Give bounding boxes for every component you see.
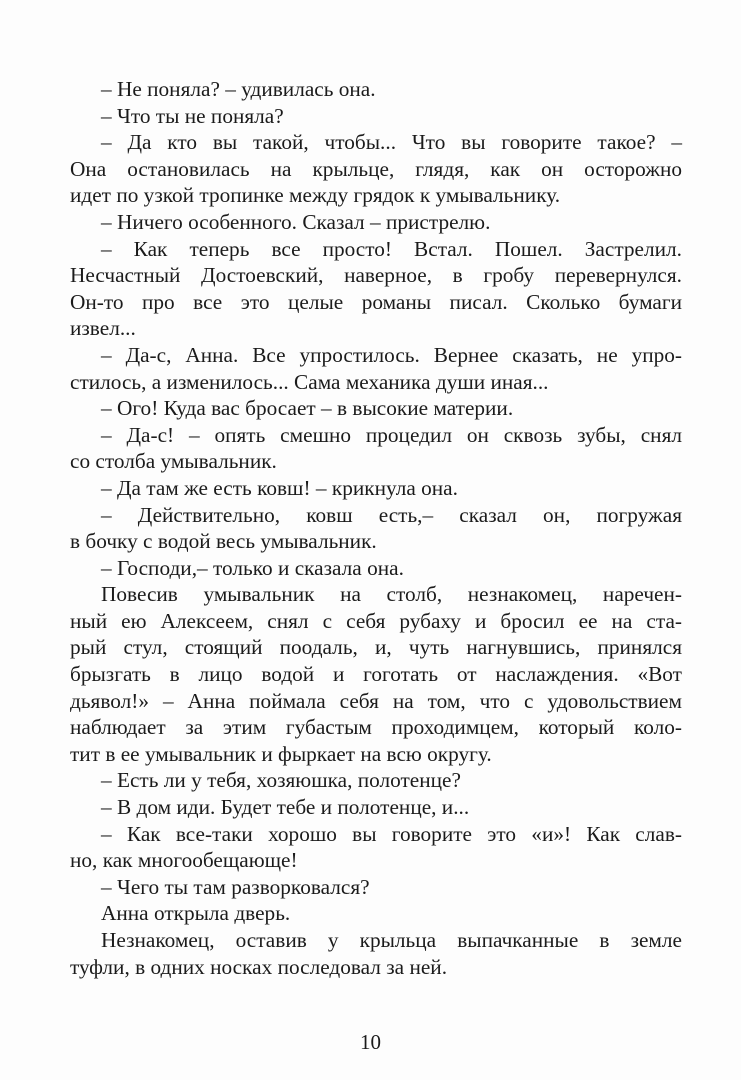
text-line: извел... [70,316,136,341]
text-line: в бочку с водой весь умывальник. [70,529,377,554]
text-line: – Что ты не поняла? [101,103,284,128]
text-line: – Да-с, Анна. Все упростилось. Вернее сказать, не упро- [101,342,682,367]
text-line: – Да кто вы такой, чтобы... Что вы говорите такое? – [101,130,682,155]
text-line: – Ничего особенного. Сказал – пристрелю. [101,209,491,234]
text-line: стилось, а изменилось... Сама механика души иная... [70,369,549,394]
text-line: – Как все-таки хорошо вы говорите это «и»! Как слав- [101,821,682,846]
text-line: тит в ее умывальник и фыркает на всю округу. [70,741,492,766]
text-line: туфли, в одних носках последовал за ней. [70,954,448,979]
text-line: Несчастный Достоевский, наверное, в гробу перевернулся. [70,263,682,288]
text-line: – Не поняла? – удивилась она. [101,77,376,101]
text-line: – В дом иди. Будет тебе и полотенце, и... [101,795,470,820]
page-number: 10 [360,1030,381,1054]
text-line: – Да-с! – опять смешно процедил он сквозь зубы, снял [101,422,682,447]
text-line: – Есть ли у тебя, хозяюшка, полотенце? [101,768,461,793]
text-line: со столба умывальник. [70,449,277,474]
text-line: Незнакомец, оставив у крыльца выпачканные в земле [101,928,682,952]
text-line: – Ого! Куда вас бросает – в высокие материи. [101,396,514,421]
text-line: Она остановилась на крыльце, глядя, как он осторожно [70,156,682,181]
text-line: – Чего ты там разворковался? [101,874,370,899]
text-line: но, как многообещающе! [70,848,298,873]
text-line: брызгать в лицо водой и гоготать от наслаждения. «Вот [70,662,682,687]
text-line: – Господи,– только и сказала она. [101,555,404,580]
text-line: наблюдает за этим губастым проходимцем, который коло- [70,715,682,740]
text-line: ный ею Алексеем, снял с себя рубаху и бросил ее на ста- [70,608,682,633]
page-text [70,76,682,980]
text-line: Анна открыла дверь. [101,901,291,926]
text-line: – Да там же есть ковш! – крикнула она. [101,475,458,500]
text-line: дьявол!» – Анна поймала себя на том, что с удовольствием [70,688,682,713]
text-line: идет по узкой тропинке между грядок к умывальнику. [70,183,561,208]
text-line: Повесив умывальник на столб, незнакомец, наречен- [101,582,682,607]
text-line: – Действительно, ковш есть,– сказал он, погружая [101,502,682,527]
text-line: рый стул, стоящий поодаль, и, чуть нагнувшись, принялся [70,635,682,660]
text-line: Он-то про все это целые романы писал. Сколько бумаги [70,289,682,314]
text-line: – Как теперь все просто! Встал. Пошел. Застрелил. [101,236,682,261]
